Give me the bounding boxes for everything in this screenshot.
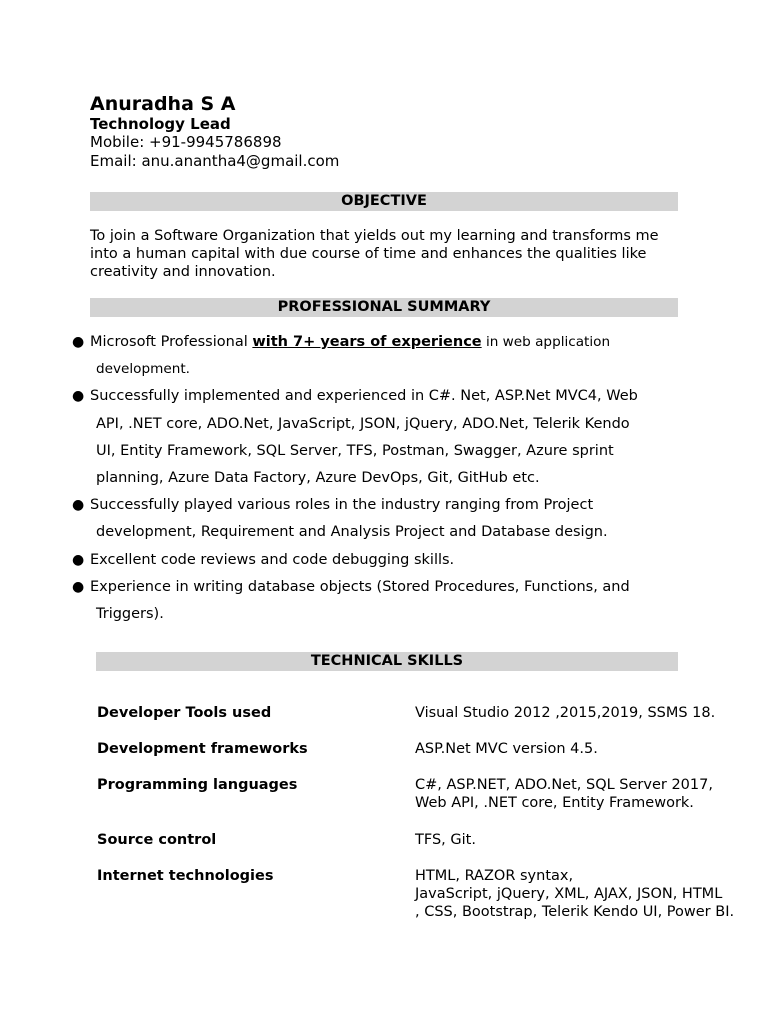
skill-value-line: Web API, .NET core, Entity Framework. [415,795,694,812]
summary-text: Successfully implemented and experienced in C#. Net, ASP.Net MVC4, Web [90,388,638,405]
objective-text: To join a Software Organization that yields out my learning and transforms me into a human capital with due course of time and enhances the qualities like creativity and innovation. [90,228,659,281]
skill-value-line: , CSS, Bootstrap, Telerik Kendo UI, Power BI. [415,904,735,921]
summary-text-continued: development. [96,361,190,378]
experience-highlight: with 7+ years of experience [252,334,482,350]
objective-heading: OBJECTIVE [90,192,678,211]
skill-label-internet-technologies: Internet technologies [97,868,274,884]
summary-text-continued: API, .NET core, ADO.Net, JavaScript, JSON, jQuery, ADO.Net, Telerik Kendo [96,415,630,432]
bullet-icon: ● [72,497,85,514]
summary-text: Excellent code reviews and code debugging skills. [90,551,455,568]
summary-text: Experience in writing database objects (Stored Procedures, Functions, and [90,578,630,595]
skill-value-line: C#, ASP.NET, ADO.Net, SQL Server 2017, [415,777,713,793]
skill-value-source-control: TFS, Git. [415,832,476,848]
summary-text-continued: Triggers). [96,606,164,623]
bullet-icon: ● [72,551,85,568]
summary-item [72,383,682,492]
skills-heading: TECHNICAL SKILLS [96,652,678,671]
skill-value-internet-technologies [415,867,734,922]
summary-text: Microsoft Professional [90,334,253,350]
job-title: Technology Lead [90,115,231,133]
summary-item [72,329,682,383]
summary-list [72,329,682,628]
summary-text-continued: UI, Entity Framework, SQL Server, TFS, Postman, Swagger, Azure sprint [96,442,614,459]
skill-label-frameworks: Development frameworks [97,741,308,757]
summary-item [72,574,682,628]
skill-value-frameworks: ASP.Net MVC version 4.5. [415,741,598,757]
summary-text: Successfully played various roles in the industry ranging from Project [90,497,594,514]
candidate-name: Anuradha S A [90,93,236,115]
summary-text: in web application [481,334,611,350]
summary-text-continued: development, Requirement and Analysis Project and Database design. [96,524,608,541]
email-address: Email: anu.anantha4@gmail.com [90,152,340,170]
mobile-number: Mobile: +91-9945786898 [90,133,282,151]
skill-label-languages: Programming languages [97,777,298,793]
summary-text-continued: planning, Azure Data Factory, Azure DevOps, Git, GitHub etc. [96,470,540,487]
skill-value-line: HTML, RAZOR syntax, [415,868,574,884]
bullet-icon: ● [72,578,85,595]
bullet-icon: ● [72,388,85,405]
skill-value-languages [415,776,713,812]
summary-heading: PROFESSIONAL SUMMARY [90,298,678,317]
skill-label-developer-tools: Developer Tools used [97,705,272,721]
skill-value-developer-tools: Visual Studio 2012 ,2015,2019, SSMS 18. [415,705,716,721]
summary-item [72,547,682,574]
skill-label-source-control: Source control [97,832,217,848]
summary-item [72,492,682,546]
bullet-icon: ● [72,334,85,350]
skill-value-line: JavaScript, jQuery, XML, AJAX, JSON, HTML [415,886,723,903]
